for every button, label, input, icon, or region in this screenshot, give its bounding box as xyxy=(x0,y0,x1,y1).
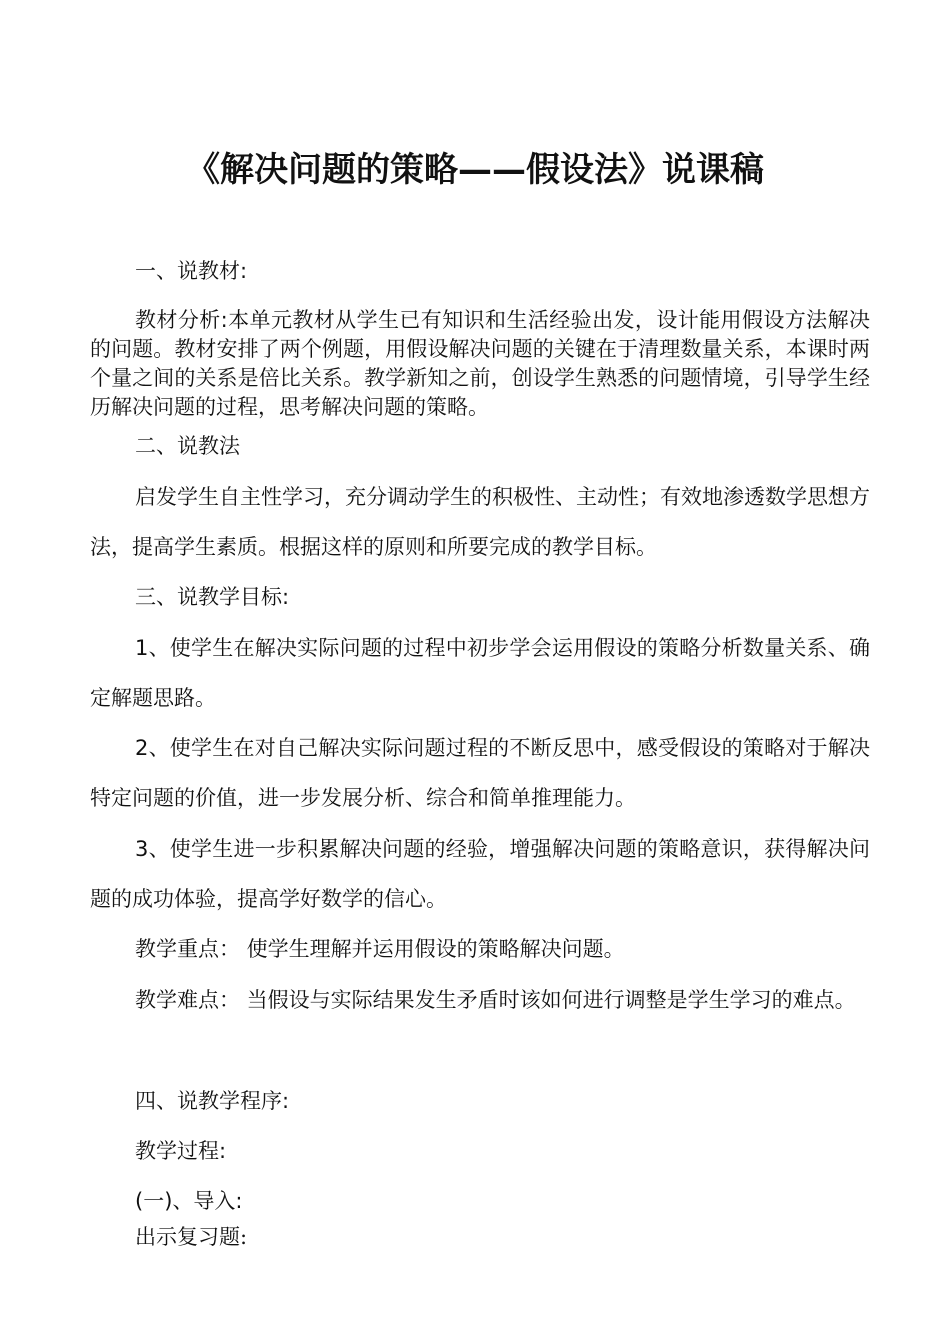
method-paragraph: 启发学生自主性学习，充分调动学生的积极性、主动性；有效地渗透数学思想方法，提高学生素质。根据这样的原则和所要完成的教学目标。 xyxy=(90,485,870,559)
goal-item-2: 2、使学生在对自己解决实际问题过程的不断反思中，感受假设的策略对于解决特定问题的价值，进一步发展分析、综合和简单推理能力。 xyxy=(90,736,870,810)
textbook-analysis-label: 教材分析: xyxy=(135,308,228,332)
key-point-line: 教学重点： 使学生理解并运用假设的策略解决问题。 xyxy=(135,937,625,961)
review-question-label: 出示复习题: xyxy=(135,1225,248,1249)
goal-item-1: 1、使学生在解决实际问题的过程中初步学会运用假设的策略分析数量关系、确定解题思路。 xyxy=(90,636,870,710)
textbook-analysis-body: 本单元教材从学生已有知识和生活经验出发，设计能用假设方法解决的问题。教材安排了两个例题，用假设解决问题的关键在于清理数量关系，本课时两个量之间的关系是倍比关系。教学新知之前，创设学生熟悉的问题情境，引导学生经历解决问题的过程，思考解决问题的策略。 xyxy=(90,308,871,419)
difficult-point-paragraph: 教学难点： 当假设与实际结果发生矛盾时该如何进行调整是学生学习的难点。 xyxy=(135,988,856,1012)
process-label: 教学过程: xyxy=(135,1139,227,1163)
section-heading-method: 二、说教法 xyxy=(135,434,240,458)
document-title: 《解决问题的策略——假设法》说课稿 xyxy=(186,150,764,190)
section-heading-goals: 三、说教学目标: xyxy=(135,585,290,609)
section-heading-textbook: 一、说教材: xyxy=(135,259,248,283)
intro-label: (一)、导入: xyxy=(135,1189,243,1213)
textbook-analysis-paragraph xyxy=(90,306,870,422)
goal-item-3: 3、使学生进一步积累解决问题的经验，增强解决问题的策略意识，获得解决问题的成功体验，提高学好数学的信心。 xyxy=(90,837,870,911)
section-heading-procedure: 四、说教学程序: xyxy=(135,1089,290,1113)
